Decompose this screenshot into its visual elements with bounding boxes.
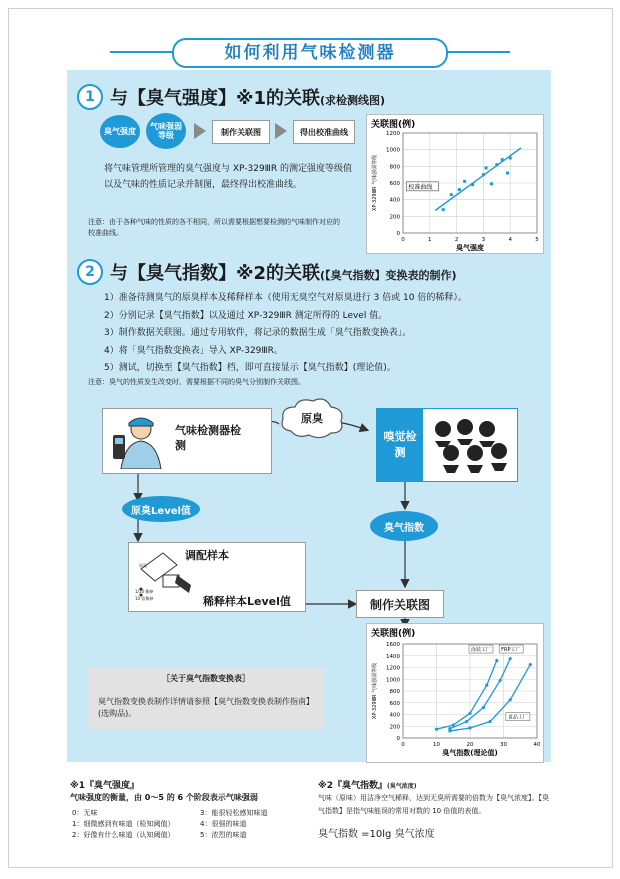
source-label: 原臭 (301, 412, 323, 425)
chart-y-tick-label: 200 (389, 724, 400, 731)
section2-title-text: 与【臭气指数】※2的关联 (110, 263, 321, 284)
chart-y-tick-label: 800 (389, 689, 400, 695)
chart-x-tick-label: 4 (508, 237, 512, 243)
chart-point (501, 158, 504, 161)
step-item: 3）制作数据关联图。通过专用软件，将记录的数据生成「臭气指数变换表」。 (104, 328, 412, 338)
chart-x-tick-label: 0 (401, 237, 405, 243)
section1-note: 注意：由于各种气味的性质的各不相同，所以需要根据想要检测的气味制作对应的校准曲线。 (88, 218, 340, 237)
chart-series-line (450, 659, 510, 729)
vial-label: 原臭 (139, 563, 147, 568)
flow-arrow-icon (275, 123, 287, 139)
chart-y-tick-label: 1200 (386, 131, 400, 137)
detector-label: 气味检测器检测 (175, 424, 241, 452)
chart-x-tick-label: 30 (500, 742, 507, 748)
chart1-container (366, 114, 544, 254)
footnote1-title: ※1『臭气强度』 (70, 781, 140, 791)
chart-y-tick-label: 1200 (386, 665, 400, 672)
chart-series-label: FRP工厂 (501, 647, 521, 654)
chart-point (529, 663, 532, 666)
section1-paragraph: 将气味管理所管理的臭气强度与 XP-329ⅢR 的测定强度等级值以及气味的性质记录并制图，最终得出校准曲线。 (104, 164, 353, 190)
chart-point (448, 729, 451, 732)
chart-point (485, 684, 488, 687)
chart-x-tick-label: 20 (466, 742, 474, 748)
chart-y-tick-label: 1000 (386, 147, 400, 154)
info-box-title: ［关于臭气指数变换表］ (162, 674, 250, 683)
chart-point (468, 712, 471, 715)
chart-fit-line (435, 148, 521, 211)
chart-point (495, 163, 498, 166)
footnote2-body: 气味（原味）用洁净空气稀释，达到无臭所需要的倍数为【臭气浓度】。【臭气指数】是指气味能误的常用对数的 10 倍值的表值。 (318, 794, 549, 815)
chart-point (490, 182, 493, 185)
chart-title: 关联图(例) (371, 120, 416, 130)
flow-bubble-odor-intensity: 臭气强度 (100, 115, 140, 148)
chart-y-axis-label: XP-329ⅢR 气味强弱等级 (372, 662, 378, 720)
detector-box (102, 408, 272, 474)
title-rule-left (110, 51, 172, 53)
info-box (88, 667, 324, 729)
chart-title: 关联图(例) (371, 629, 416, 639)
chart-y-tick-label: 1600 (386, 642, 400, 648)
chart-point (482, 706, 485, 709)
chart1-svg (367, 115, 543, 253)
vial-label: 1/10 稀释 (135, 589, 154, 594)
footnote2-title (318, 778, 417, 791)
chart-x-tick-label: 10 (433, 742, 440, 748)
chart-y-tick-label: 800 (389, 164, 400, 171)
chart-point (509, 157, 512, 160)
chart-point (465, 720, 468, 723)
footnote1-subtitle: 气味强度的衡量，由 0～5 的 6 个阶段表示气味强弱 (70, 793, 258, 802)
chart-point (468, 726, 471, 729)
chart-y-tick-label: 600 (389, 181, 400, 187)
chart-point (506, 172, 509, 175)
chart-point (509, 698, 512, 701)
chart-point (495, 659, 498, 662)
prep-sample-box (128, 542, 306, 612)
chart-x-tick-label: 3 (481, 237, 486, 243)
chart-y-tick-label: 1400 (386, 653, 400, 660)
chart-x-tick-label: 1 (428, 237, 432, 243)
chart2-svg (367, 624, 543, 762)
section2-subtitle: (【臭气指数】变换表的制作) (320, 269, 457, 282)
flow-box-make-chart: 制作关联图 (212, 120, 270, 144)
chart-point (471, 183, 474, 186)
step-item: 4）将「臭气指数变换表」导入 XP-329ⅢR。 (104, 345, 283, 356)
level-item: 3：能很轻松感知味道 (200, 809, 268, 817)
level-item: 0：无味 (72, 809, 98, 817)
operator-icon (107, 413, 165, 469)
level-value-oval: 原臭Level值 (122, 496, 200, 522)
chart-y-tick-label: 400 (389, 712, 400, 719)
chart-point (509, 657, 512, 660)
flow-arrow-icon (194, 123, 206, 139)
chart-x-tick-label: 40 (533, 742, 541, 748)
vial-label: 10 倍稀释 (135, 596, 154, 601)
olfactory-box (376, 408, 518, 482)
section1-title (110, 84, 385, 110)
level-item: 4：很强的味道 (200, 820, 247, 828)
chart-point (458, 188, 461, 191)
chart-y-tick-label: 1000 (386, 677, 400, 684)
section1-subtitle: (求检测线图) (320, 94, 386, 107)
chart-series-label: 食品工厂 (507, 714, 528, 721)
chart-y-tick-label: 0 (396, 231, 400, 237)
flow-bubble-level: 气味强弱等级 (146, 113, 186, 149)
level-item: 2：好像有什么味道（认知阈值） (72, 831, 175, 839)
chart-series-label: 涂装工厂 (471, 647, 492, 654)
chart-y-tick-label: 0 (396, 736, 400, 742)
section2-steps (104, 290, 534, 378)
chart-x-tick-label: 2 (454, 237, 459, 243)
step-item: 1）准备待测臭气的原臭样本及稀释样本（使用无臭空气对原臭进行 3 倍或 10 倍的稀释）。 (104, 293, 467, 303)
page-title: 如何利用气味检测器 (172, 38, 448, 68)
chart-y-axis-label: XP-329ⅢR 气味强弱等级 (372, 154, 378, 212)
footnote2-formula: 臭气指数 =10lg 臭气浓度 (318, 829, 435, 840)
chart-x-axis-label: 臭气强度 (456, 244, 484, 252)
chart-y-tick-label: 600 (389, 700, 400, 707)
chart-x-tick-label: 5 (535, 237, 539, 243)
odor-index-oval: 臭气指数 (370, 511, 438, 541)
level-item: 1：细微感到有味道（检知阈值） (72, 820, 175, 828)
chart-point (482, 173, 485, 176)
chart-y-tick-label: 200 (389, 214, 400, 221)
chart-annotation: 校准曲线 (408, 183, 433, 191)
chart-y-tick-label: 400 (389, 197, 400, 204)
section1-title-text: 与【臭气强度】※1的关联 (110, 88, 321, 109)
section2-title (110, 259, 457, 285)
section2-note: 注意：臭气的性质发生改变时，需要根据不同的臭气分别制作关联图。 (88, 378, 305, 386)
make-chart-box: 制作关联图 (356, 590, 444, 618)
footnote1-levels-left (72, 808, 202, 841)
info-box-body: 臭气指数变换表制作详情请参照【臭气指数变换表制作指南】(选购品)。 (98, 697, 314, 718)
chart-point (442, 208, 445, 211)
step-item: 5）测试，切换至【臭气指数】档，即可直接显示【臭气指数】(理论值)。 (104, 363, 396, 373)
dilute-level-label: 稀释样本Level值 (203, 595, 291, 608)
chart-point (450, 193, 453, 196)
olfactory-label: 嗅觉检测 (377, 409, 423, 481)
chart-series-line (437, 660, 497, 729)
title-rule-right (444, 51, 510, 53)
prep-sample-label: 调配样本 (185, 549, 229, 562)
flow-box-calibration: 得出校准曲线 (293, 120, 355, 144)
level-item: 5：浓烈的味道 (200, 831, 247, 839)
section2-number: 2 (77, 259, 103, 285)
chart-x-axis-label: 臭气指数(理论值) (442, 749, 498, 757)
footnote2-title-small: (臭气浓度) (387, 783, 417, 790)
chart-point (435, 728, 438, 731)
chart-point (499, 679, 502, 682)
chart-point (463, 180, 466, 183)
footnote1-levels-right (200, 808, 300, 841)
chart2-container (366, 623, 544, 763)
section1-number: 1 (77, 84, 103, 110)
chart-point (485, 167, 488, 170)
step-item: 2）分别记录【臭气指数】以及通过 XP-329ⅢR 测定所得的 Level 值。 (104, 310, 388, 321)
chart-x-tick-label: 0 (401, 742, 405, 748)
panelists-icon (429, 415, 513, 475)
footnote2-title-text: ※2『臭气指数』 (318, 781, 388, 791)
chart-point (489, 720, 492, 723)
